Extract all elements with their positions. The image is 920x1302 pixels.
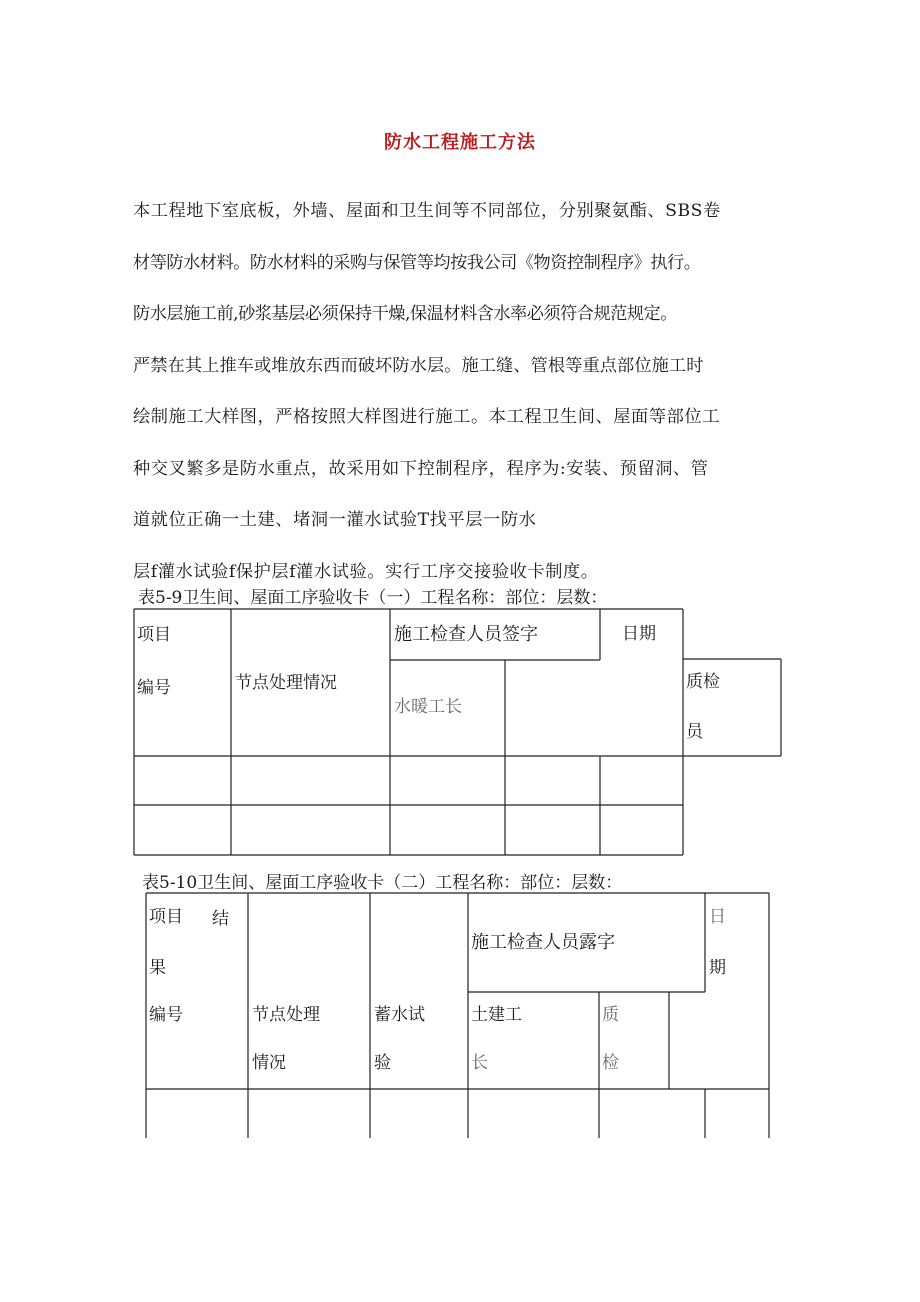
table1-date-header: 日期 (622, 624, 656, 644)
table2-date-header: 日 (709, 907, 726, 927)
table2-caption: 表5-10卫生间、屋面工序验收卡（二）工程名称：部位：层数： (142, 873, 623, 893)
document-title: 防水工程施工方法 (384, 132, 536, 153)
table1-node-header: 节点处理情况 (235, 673, 337, 693)
table1-item-header: 项目 (137, 625, 171, 645)
table2-qc-header: 质 (602, 1005, 619, 1025)
table2-result-header: 结 (212, 909, 229, 929)
paragraph-line: 道就位正确一土建、堵洞一灌水试验T找平层一防水 (133, 510, 537, 530)
table1-number-header: 编号 (137, 678, 171, 698)
table2-node-header-line2: 情况 (252, 1053, 286, 1073)
table2-civil-header-line2: 长 (471, 1053, 488, 1073)
paragraph-line: 材等防水材料。防水材料的采购与保管等均按我公司《物资控制程序》执行。 (133, 252, 701, 273)
table2-item-header: 项目 (149, 907, 183, 927)
table1-hvac-header: 水暖工长 (394, 697, 462, 717)
paragraph-line: 本工程地下室底板，外墙、屋面和卫生间等不同部位，分别聚氨酯、SBS卷 (133, 201, 721, 221)
table1-sign-header: 施工检查人员签字 (394, 624, 538, 645)
table2-sign-header: 施工检查人员露字 (471, 932, 615, 953)
table1-qc-header: 质检 (686, 672, 720, 692)
paragraph-line: 层f灌水试验f保护层f灌水试验。实行工序交接验收卡制度。 (133, 561, 599, 582)
table2-number-header: 编号 (149, 1005, 183, 1025)
paragraph-line: 种交叉繁多是防水重点，故采用如下控制程序，程序为:安装、预留洞、管 (133, 458, 709, 479)
table2-qc-header-line2: 检 (602, 1053, 619, 1073)
table2-water-test-header-line2: 验 (374, 1053, 391, 1073)
paragraph-line: 防水层施工前,砂浆基层必须保持干燥,保温材料含水率必须符合规范规定。 (133, 304, 677, 324)
table1-grid (134, 609, 781, 855)
table2-grid (146, 893, 769, 1138)
paragraph-line: 严禁在其上推车或堆放东西而破坏防水层。施工缝、管根等重点部位施工时 (133, 355, 704, 376)
body-paragraph (133, 186, 793, 598)
table2-result-header-line2: 果 (149, 958, 166, 978)
paragraph-line: 绘制施工大样图，严格按照大样图进行施工。本工程卫生间、屋面等部位工 (133, 407, 720, 427)
table1-qc-header-line2: 员 (686, 722, 703, 742)
table2-date-header-line2: 期 (709, 958, 726, 978)
table2-civil-header: 土建工 (471, 1005, 522, 1025)
table1-caption: 表5-9卫生间、屋面工序验收卡（一）工程名称：部位：层数： (138, 588, 608, 608)
table2-water-test-header: 蓄水试 (374, 1005, 425, 1025)
table2-node-header: 节点处理 (252, 1005, 320, 1025)
